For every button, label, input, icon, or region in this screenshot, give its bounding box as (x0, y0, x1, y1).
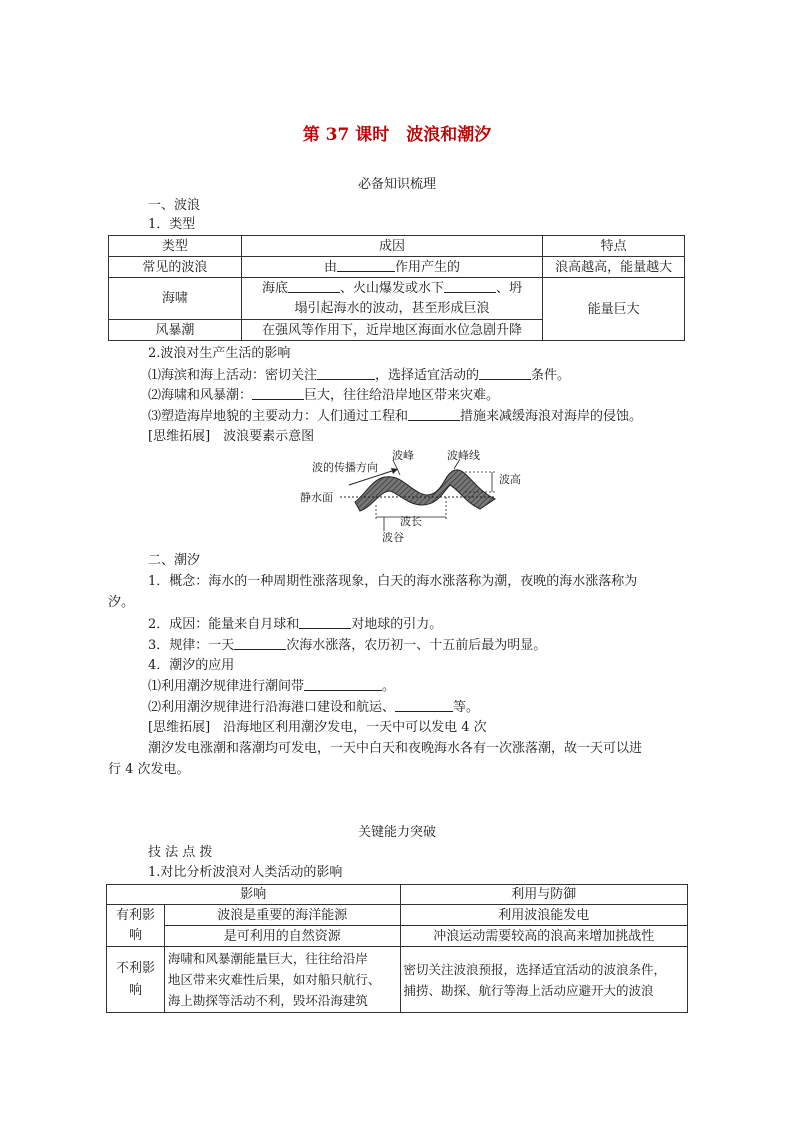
text: 3．规律：一天 (148, 638, 235, 653)
use-line: 捕捞、勘探、航行等海上活动应避开大的波浪 (403, 982, 654, 998)
cause-cell (241, 278, 542, 320)
influence-item-1 (148, 366, 570, 385)
text: 条件。 (531, 368, 571, 383)
fill-blank (317, 366, 375, 380)
cause-cell (241, 257, 542, 278)
text: 等。 (453, 700, 480, 715)
text: ⑵海啸和风暴潮： (148, 388, 253, 403)
text: 次海水涨落，农历初一、十五前后最为明显。 (286, 638, 547, 653)
text: ⑴海滨和海上活动：密切关注 (148, 368, 318, 383)
type-cell: 风暴潮 (109, 320, 242, 341)
table-row (107, 947, 688, 1013)
table-header: 成因 (241, 236, 542, 257)
cause-text: 塌引起海水的波动，甚至形成巨浪 (294, 300, 490, 316)
table-row (109, 257, 685, 278)
text: ⑴利用潮汐规律进行潮间带 (148, 679, 305, 694)
label-text: 不利影 (115, 960, 155, 976)
cause-text: 、火山爆发或水下 (339, 280, 444, 296)
tide-application-2 (148, 698, 479, 717)
wave-impact-table (106, 884, 688, 1013)
cause-cell: 在强风等作用下，近岸地区海面水位急剧升降 (241, 320, 542, 341)
table-header: 类型 (109, 236, 242, 257)
methods-subheading: 技 法 点 拨 (148, 845, 213, 860)
heading-influence: 2.波浪对生产生活的影响 (148, 346, 291, 361)
thinking-extension-waves: [思维拓展] 波浪要素示意图 (148, 429, 315, 444)
text: ⑶塑造海岸地貌的主要动力：人们通过工程和 (148, 409, 409, 424)
fill-blank (479, 366, 531, 380)
text: 措施来减缓海浪对海岸的侵蚀。 (460, 409, 643, 424)
cause-text: 、坍 (495, 280, 522, 296)
label-trough: 波谷 (382, 531, 404, 544)
fill-blank (288, 279, 340, 293)
section-heading-knowledge: 必备知识梳理 (357, 177, 436, 192)
label-crest-line: 波峰线 (447, 449, 480, 462)
heading-types: 1．类型 (148, 217, 196, 232)
heading-tides: 二、潮汐 (148, 553, 201, 568)
section-heading-ability: 关键能力突破 (357, 825, 436, 840)
feature-cell: 能量巨大 (543, 278, 685, 341)
heading-waves: 一、波浪 (148, 198, 201, 213)
fill-blank (234, 636, 286, 650)
text: ⑵利用潮汐规律进行沿海港口建设和航运、 (148, 700, 396, 715)
wave-elements-diagram (300, 447, 540, 551)
text: 对地球的引力。 (351, 617, 443, 632)
influence-item-2 (148, 386, 499, 405)
table-header: 影响 (107, 885, 401, 905)
feature-cell: 浪高越高，能量越大 (543, 257, 685, 278)
comparison-item-heading: 1.对比分析波浪对人类活动的影响 (148, 865, 343, 880)
text: ，选择适宜活动的 (375, 368, 480, 383)
fill-blank (337, 258, 395, 272)
type-cell: 海啸 (109, 278, 242, 320)
label-crest: 波峰 (392, 449, 414, 462)
label-text: 响 (128, 927, 142, 943)
tide-pattern (148, 636, 546, 655)
tide-concept-line1: 1．概念：海水的一种周期性涨落现象，白天的海水涨落称为潮，夜晚的海水涨落称为 (148, 574, 638, 589)
text: 。 (382, 679, 396, 694)
fill-blank (304, 677, 382, 691)
tide-application-heading: 4．潮汐的应用 (148, 658, 235, 673)
table-header: 利用与防御 (400, 885, 688, 905)
fill-blank (299, 615, 351, 629)
tide-cause (148, 615, 442, 634)
impact-cell: 波浪是重要的海洋能源 (164, 905, 400, 926)
cause-text: 作用产生的 (394, 260, 460, 275)
tide-application-1 (148, 677, 395, 696)
tide-power-explanation-2: 行 4 次发电。 (108, 762, 190, 777)
impact-line: 海啸和风暴潮能量巨大，往往给沿岸 (167, 951, 368, 966)
label-text: 响 (128, 982, 142, 998)
favorable-label-cell (107, 905, 165, 947)
cause-text: 海底 (261, 280, 288, 296)
text: 2．成因：能量来自月球和 (148, 617, 300, 632)
tide-concept-line2: 汐。 (108, 595, 135, 610)
fill-blank (444, 279, 496, 293)
impact-line: 地区带来灾难性后果，如对船只航行、 (167, 972, 381, 987)
wave-types-table (108, 235, 685, 341)
type-cell: 常见的波浪 (109, 257, 242, 278)
label-wavelength: 波长 (400, 515, 422, 528)
page-title: 第 37 课时 波浪和潮汐 (302, 125, 492, 145)
label-propagation-direction: 波的传播方向 (312, 461, 378, 474)
impact-line: 海上勘探等活动不利，毁坏沿海建筑 (167, 993, 368, 1008)
unfavorable-label-cell (107, 947, 165, 1013)
fill-blank (395, 698, 453, 712)
impact-cell (164, 947, 400, 1013)
fill-blank (252, 386, 304, 400)
label-still-water: 静水面 (300, 491, 333, 504)
table-header: 特点 (543, 236, 685, 257)
use-line: 密切关注波浪预报，选择适宜活动的波浪条件， (403, 961, 667, 977)
table-row (107, 905, 688, 926)
influence-item-3 (148, 407, 642, 426)
use-cell (400, 947, 688, 1013)
table-row (109, 278, 685, 320)
use-cell: 冲浪运动需要较高的浪高来增加挑战性 (400, 926, 688, 947)
cause-text: 由 (323, 260, 337, 275)
impact-cell: 是可利用的自然资源 (164, 926, 400, 947)
label-wave-height: 波高 (499, 473, 521, 486)
thinking-extension-tides: [思维拓展] 沿海地区利用潮汐发电，一天中可以发电 4 次 (148, 720, 487, 735)
label-text: 有利影 (115, 907, 155, 923)
fill-blank (408, 407, 460, 421)
text: 巨大，往往给沿岸地区带来灾难。 (304, 388, 500, 403)
tide-power-explanation-1: 潮汐发电涨潮和落潮均可发电，一天中白天和夜晚海水各有一次涨落潮，故一天可以进 (148, 741, 643, 756)
use-cell: 利用波浪能发电 (400, 905, 688, 926)
table-row (107, 926, 688, 947)
